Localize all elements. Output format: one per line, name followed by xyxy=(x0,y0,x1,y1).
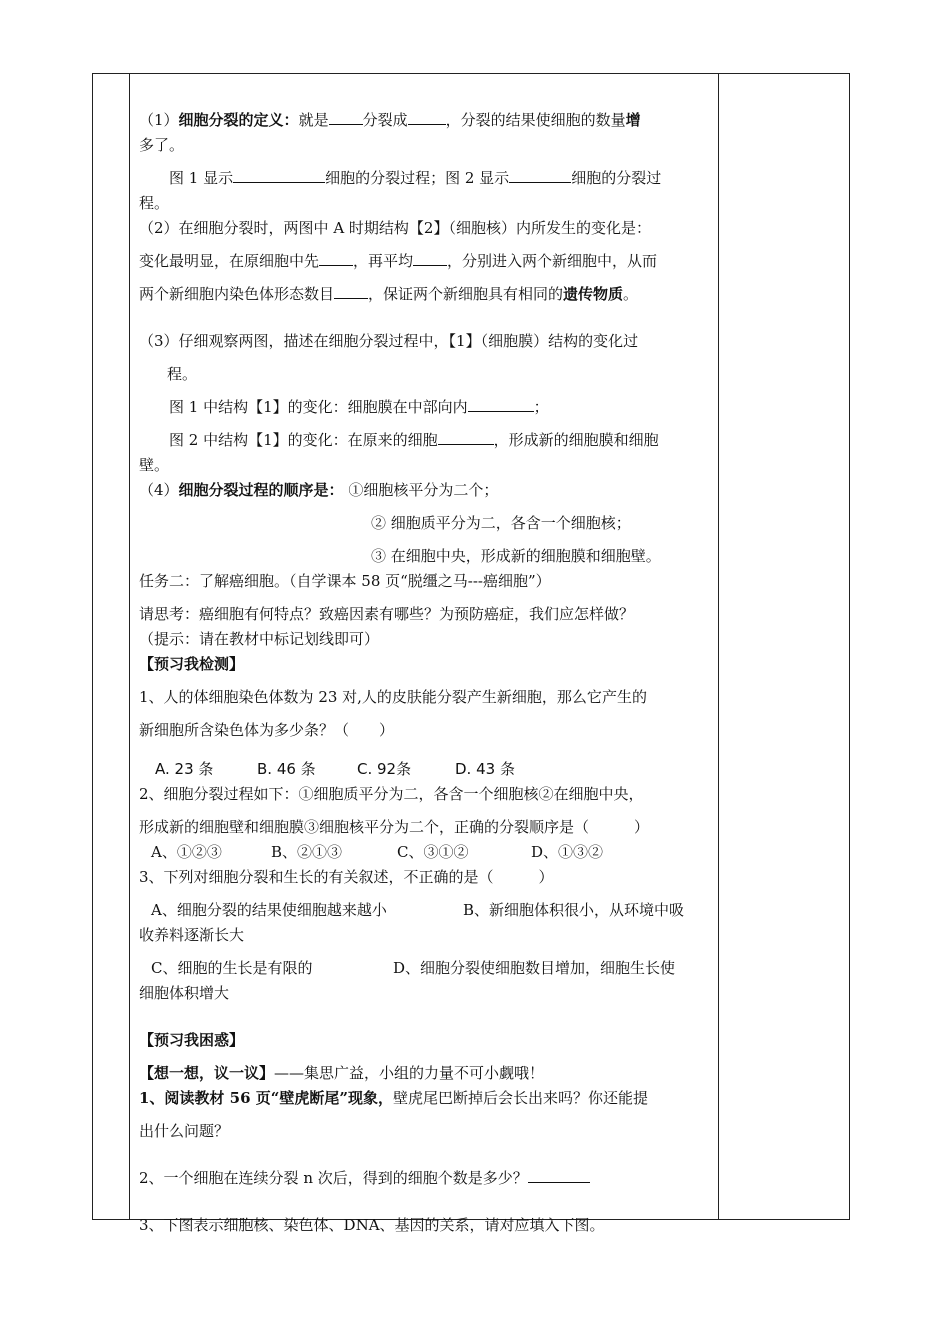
option-b[interactable]: B、②①③ xyxy=(271,843,343,861)
q3-line5: 壁。 xyxy=(139,456,170,474)
check-q1-options xyxy=(139,757,713,782)
q1-figure-line-cont: 程。 xyxy=(139,194,170,212)
discuss-q1-line1: 1、阅读教材 56 页“壁虎断尾”现象，壁虎尾巴断掉后会长出来吗？你还能提 xyxy=(139,1089,649,1107)
task2-line1: 任务二：了解癌细胞。（自学课本 58 页“脱缰之马---癌细胞”） xyxy=(139,572,551,590)
check-q2-options xyxy=(139,840,713,865)
option-b[interactable]: B、新细胞体积很小，从环境中吸 xyxy=(463,901,685,919)
q3-line2: 程。 xyxy=(167,365,198,383)
blank[interactable] xyxy=(319,249,353,266)
check-q3-line: 3、下列对细胞分裂和生长的有关叙述，不正确的是（ ） xyxy=(139,868,554,886)
q2-line1: （2）在细胞分裂时，两图中 A 时期结构【2】（细胞核）内所发生的变化是： xyxy=(139,219,651,237)
option-d[interactable]: D、细胞分裂使细胞数目增加，细胞生长使 xyxy=(393,959,676,977)
check-q2-line1: 2、细胞分裂过程如下：①细胞质平分为二，各含一个细胞核②在细胞中央， xyxy=(139,785,644,803)
blank[interactable] xyxy=(233,166,325,183)
blank[interactable] xyxy=(408,108,446,125)
q2-line2: 变化最明显，在原细胞中先 ，再平均 ，分别进入两个新细胞中，从而 xyxy=(139,249,713,274)
blank[interactable] xyxy=(329,108,363,125)
option-b[interactable]: B. 46 条 xyxy=(257,760,316,778)
option-c[interactable]: C. 92条 xyxy=(357,760,412,778)
blank[interactable] xyxy=(509,166,571,183)
option-d[interactable]: D、①③② xyxy=(531,843,604,861)
blank[interactable] xyxy=(438,428,494,445)
q1-line1: （1）细胞分裂的定义：就是 分裂成 ，分裂的结果使细胞的数量增 xyxy=(139,108,713,133)
column-divider-left xyxy=(129,74,130,1219)
q3-line1: （3）仔细观察两图，描述在细胞分裂过程中，【1】（细胞膜）结构的变化过 xyxy=(139,332,639,350)
blank[interactable] xyxy=(334,282,368,299)
check-q3-option-d-cont: 细胞体积增大 xyxy=(139,984,230,1002)
worksheet-content xyxy=(139,108,713,1238)
task2-line2: 请思考：癌细胞有何特点？致癌因素有哪些？为预防癌症，我们应怎样做？ xyxy=(139,605,635,623)
q4-step2: ② 细胞质平分为二，各含一个细胞核； xyxy=(371,514,631,532)
option-c[interactable]: C、③①② xyxy=(397,843,469,861)
q1-line2: 多了。 xyxy=(139,136,185,154)
option-c[interactable]: C、细胞的生长是有限的 xyxy=(151,959,313,977)
doubt-heading: 【预习我困惑】 xyxy=(139,1031,245,1049)
check-q3-options-ab xyxy=(139,898,713,923)
check-q3-options-cd xyxy=(139,956,713,981)
q4-line1: （4）细胞分裂过程的顺序是： ①细胞核平分为二个； xyxy=(139,481,499,499)
blank[interactable] xyxy=(413,249,447,266)
check-q3-option-b-cont: 收养料逐渐长大 xyxy=(139,926,245,944)
blank[interactable] xyxy=(528,1166,590,1183)
discuss-q1-line2: 出什么问题？ xyxy=(139,1122,230,1140)
discuss-heading-line: 【想一想，议一议】——集思广益，小组的力量不可小觑哦！ xyxy=(139,1064,545,1082)
q3-fig1-line: 图 1 中结构【1】的变化：细胞膜在中部向内 ； xyxy=(139,395,713,420)
check-q1-line2: 新细胞所含染色体为多少条？（ ） xyxy=(139,721,395,739)
blank[interactable] xyxy=(468,395,534,412)
check-q1-line1: 1、人的体细胞染色体数为 23 对,人的皮肤能分裂产生新细胞，那么它产生的 xyxy=(139,688,647,706)
option-a[interactable]: A、细胞分裂的结果使细胞越来越小 xyxy=(151,901,387,919)
discuss-q2-line: 2、一个细胞在连续分裂 n 次后，得到的细胞个数是多少？ xyxy=(139,1166,713,1191)
option-a[interactable]: A. 23 条 xyxy=(155,760,214,778)
option-d[interactable]: D. 43 条 xyxy=(455,760,515,778)
column-divider-right xyxy=(718,74,719,1219)
check-heading: 【预习我检测】 xyxy=(139,655,245,673)
q2-line3: 两个新细胞内染色体形态数目 ，保证两个新细胞具有相同的遗传物质。 xyxy=(139,282,713,307)
discuss-q3-line: 3、下图表示细胞核、染色体、DNA、基因的关系，请对应填入下图。 xyxy=(139,1216,605,1234)
q1-figure-line: 图 1 显示 细胞的分裂过程；图 2 显示 细胞的分裂过 xyxy=(139,166,713,191)
task2-line3: （提示：请在教材中标记划线即可） xyxy=(139,630,380,648)
check-q2-line2: 形成新的细胞壁和细胞膜③细胞核平分为二个，正确的分裂顺序是（ ） xyxy=(139,818,650,836)
q3-fig2-line: 图 2 中结构【1】的变化：在原来的细胞 ，形成新的细胞膜和细胞 xyxy=(139,428,713,453)
option-a[interactable]: A、①②③ xyxy=(151,843,222,861)
q4-step3: ③ 在细胞中央，形成新的细胞膜和细胞壁。 xyxy=(371,547,661,565)
